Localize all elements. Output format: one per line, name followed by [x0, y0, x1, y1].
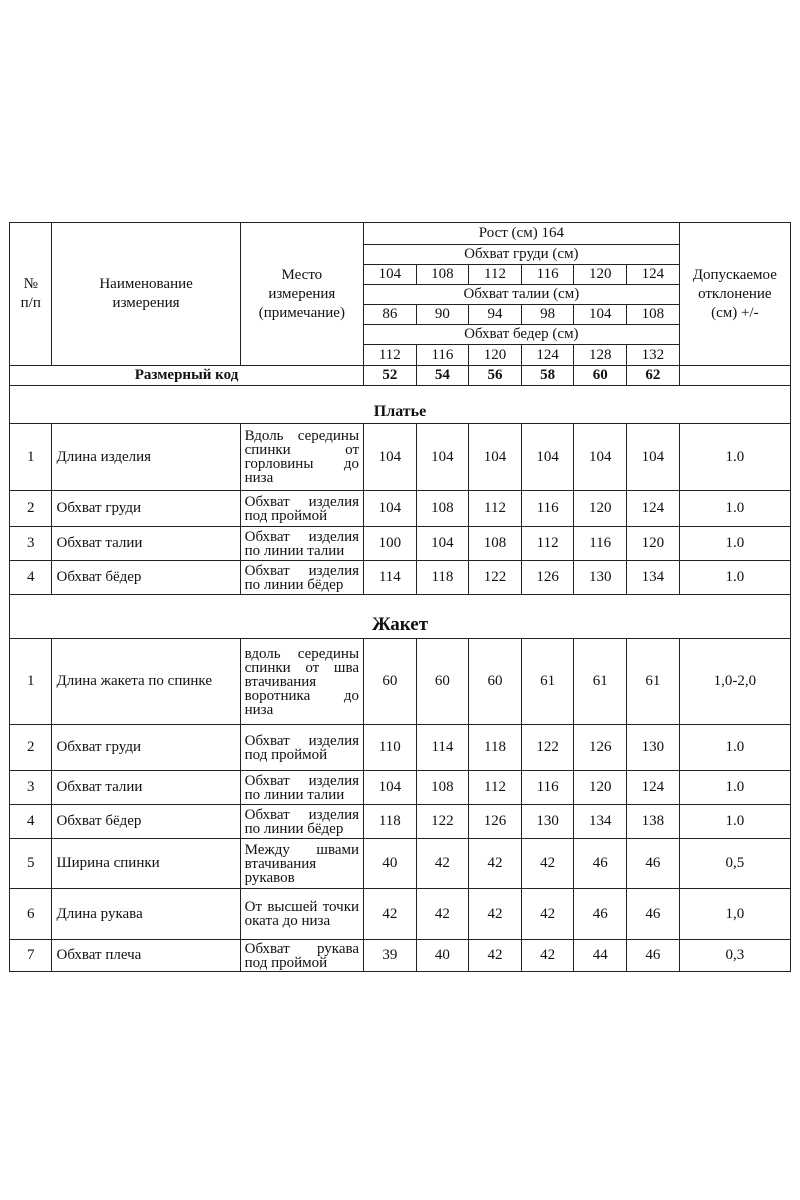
- measurement-name: Длина жакета по спинке: [52, 639, 240, 725]
- hips-value: 128: [574, 345, 627, 366]
- chest-label: Обхват груди (см): [364, 245, 680, 265]
- measurement-value: 42: [469, 839, 522, 889]
- measurement-value: 134: [627, 561, 680, 595]
- chest-value: 104: [364, 265, 417, 285]
- measurement-value: 116: [574, 527, 627, 561]
- measurement-value: 120: [627, 527, 680, 561]
- measurement-name: Ширина спинки: [52, 839, 240, 889]
- waist-value: 86: [364, 305, 417, 325]
- chest-value: 120: [574, 265, 627, 285]
- table-row: [10, 889, 791, 940]
- measurement-value: 114: [416, 725, 469, 771]
- row-number: 6: [10, 889, 52, 940]
- measurement-value: 120: [574, 771, 627, 805]
- measurement-value: 42: [364, 889, 417, 940]
- hips-value: 120: [469, 345, 522, 366]
- size-code-label: Размерный код: [10, 366, 364, 386]
- measurement-value: 124: [627, 771, 680, 805]
- measurement-value: 104: [521, 424, 574, 491]
- measurement-name: Обхват груди: [52, 491, 240, 527]
- size-code: 60: [574, 366, 627, 386]
- measurement-value: 126: [574, 725, 627, 771]
- tolerance-value: 1.0: [679, 805, 790, 839]
- section-title: Платье: [10, 386, 791, 424]
- measurement-value: 126: [521, 561, 574, 595]
- table-row: [10, 839, 791, 889]
- tolerance-value: 1,0-2,0: [679, 639, 790, 725]
- measurement-value: 116: [521, 491, 574, 527]
- tolerance-value: 1.0: [679, 527, 790, 561]
- measurement-value: 61: [521, 639, 574, 725]
- measurement-place: Обхват изделия по линии талии: [240, 771, 363, 805]
- tolerance-value: 1,0: [679, 889, 790, 940]
- measurement-value: 112: [469, 491, 522, 527]
- measurement-value: 104: [416, 424, 469, 491]
- header-row-height: [10, 223, 791, 245]
- hips-label: Обхват бедер (см): [364, 325, 680, 345]
- size-code-row: [10, 366, 791, 386]
- hips-value: 132: [627, 345, 680, 366]
- table-row: [10, 527, 791, 561]
- section-title: Жакет: [10, 595, 791, 639]
- measurement-value: 104: [469, 424, 522, 491]
- measurement-place: От высшей точки оката до низа: [240, 889, 363, 940]
- measurement-value: 42: [469, 940, 522, 972]
- measurement-value: 118: [364, 805, 417, 839]
- table-row: [10, 561, 791, 595]
- measurement-value: 118: [469, 725, 522, 771]
- measurement-value: 130: [627, 725, 680, 771]
- measurement-name: Обхват бёдер: [52, 805, 240, 839]
- chest-value: 116: [521, 265, 574, 285]
- hips-value: 116: [416, 345, 469, 366]
- measurement-value: 100: [364, 527, 417, 561]
- measurement-value: 44: [574, 940, 627, 972]
- table-row: [10, 491, 791, 527]
- size-code: 52: [364, 366, 417, 386]
- measurement-value: 60: [416, 639, 469, 725]
- measurement-value: 40: [364, 839, 417, 889]
- measurement-value: 42: [521, 889, 574, 940]
- size-code: 54: [416, 366, 469, 386]
- measurement-value: 116: [521, 771, 574, 805]
- measurement-value: 122: [416, 805, 469, 839]
- measurement-name: Обхват груди: [52, 725, 240, 771]
- waist-value: 90: [416, 305, 469, 325]
- size-code: 56: [469, 366, 522, 386]
- row-number: 1: [10, 424, 52, 491]
- measurement-place: Обхват рукава под проймой: [240, 940, 363, 972]
- measurement-value: 130: [574, 561, 627, 595]
- col-header-no: № п/п: [10, 223, 52, 366]
- measurement-place: Обхват изделия по линии бёдер: [240, 561, 363, 595]
- section-row: [10, 595, 791, 639]
- measurement-value: 126: [469, 805, 522, 839]
- measurement-value: 104: [364, 424, 417, 491]
- measurement-value: 124: [627, 491, 680, 527]
- tolerance-value: 1.0: [679, 491, 790, 527]
- chest-value: 112: [469, 265, 522, 285]
- tolerance-value: 1.0: [679, 561, 790, 595]
- row-number: 1: [10, 639, 52, 725]
- measurement-name: Обхват талии: [52, 771, 240, 805]
- measurement-value: 138: [627, 805, 680, 839]
- size-table: [9, 222, 791, 972]
- height-label: Рост (см) 164: [364, 223, 680, 245]
- measurement-value: 130: [521, 805, 574, 839]
- measurement-value: 104: [627, 424, 680, 491]
- table-row: [10, 424, 791, 491]
- col-header-tolerance: Допускаемое отклонение (см) +/-: [679, 223, 790, 366]
- measurement-name: Обхват талии: [52, 527, 240, 561]
- measurement-value: 46: [627, 940, 680, 972]
- size-code-empty: [679, 366, 790, 386]
- tolerance-value: 1.0: [679, 725, 790, 771]
- hips-value: 112: [364, 345, 417, 366]
- measurement-value: 42: [416, 889, 469, 940]
- measurement-value: 46: [627, 839, 680, 889]
- measurement-name: Длина изделия: [52, 424, 240, 491]
- measurement-value: 108: [416, 491, 469, 527]
- measurement-value: 46: [574, 889, 627, 940]
- measurement-name: Обхват бёдер: [52, 561, 240, 595]
- measurement-place: Вдоль середины спинки от горловины до низа: [240, 424, 363, 491]
- measurement-value: 122: [469, 561, 522, 595]
- tolerance-value: 0,5: [679, 839, 790, 889]
- size-code: 62: [627, 366, 680, 386]
- measurement-value: 60: [469, 639, 522, 725]
- measurement-name: Длина рукава: [52, 889, 240, 940]
- measurement-value: 118: [416, 561, 469, 595]
- table-row: [10, 771, 791, 805]
- waist-value: 94: [469, 305, 522, 325]
- row-number: 3: [10, 527, 52, 561]
- tolerance-value: 1.0: [679, 424, 790, 491]
- waist-value: 104: [574, 305, 627, 325]
- measurement-name: Обхват плеча: [52, 940, 240, 972]
- row-number: 7: [10, 940, 52, 972]
- measurement-place: Обхват изделия по линии талии: [240, 527, 363, 561]
- measurement-value: 104: [364, 491, 417, 527]
- row-number: 4: [10, 561, 52, 595]
- hips-value: 124: [521, 345, 574, 366]
- measurement-value: 114: [364, 561, 417, 595]
- measurement-place: Обхват изделия под проймой: [240, 725, 363, 771]
- chest-value: 108: [416, 265, 469, 285]
- measurement-value: 120: [574, 491, 627, 527]
- measurement-value: 42: [469, 889, 522, 940]
- table-row: [10, 639, 791, 725]
- waist-value: 98: [521, 305, 574, 325]
- measurement-value: 46: [627, 889, 680, 940]
- measurement-value: 61: [627, 639, 680, 725]
- size-code: 58: [521, 366, 574, 386]
- measurement-value: 110: [364, 725, 417, 771]
- row-number: 3: [10, 771, 52, 805]
- col-header-place: Место измерения (примечание): [240, 223, 363, 366]
- row-number: 4: [10, 805, 52, 839]
- measurement-value: 108: [416, 771, 469, 805]
- measurement-value: 104: [416, 527, 469, 561]
- section-row: [10, 386, 791, 424]
- chest-value: 124: [627, 265, 680, 285]
- measurement-value: 104: [364, 771, 417, 805]
- measurement-value: 112: [521, 527, 574, 561]
- table-row: [10, 725, 791, 771]
- measurement-value: 61: [574, 639, 627, 725]
- measurement-value: 42: [521, 940, 574, 972]
- waist-value: 108: [627, 305, 680, 325]
- measurement-value: 39: [364, 940, 417, 972]
- measurement-value: 108: [469, 527, 522, 561]
- measurement-value: 134: [574, 805, 627, 839]
- measurement-value: 42: [521, 839, 574, 889]
- col-header-name: Наименование измерения: [52, 223, 240, 366]
- tolerance-value: 1.0: [679, 771, 790, 805]
- measurement-place: Обхват изделия под проймой: [240, 491, 363, 527]
- table-row: [10, 805, 791, 839]
- row-number: 2: [10, 725, 52, 771]
- tolerance-value: 0,3: [679, 940, 790, 972]
- table-row: [10, 940, 791, 972]
- measurement-value: 46: [574, 839, 627, 889]
- measurement-value: 112: [469, 771, 522, 805]
- measurement-value: 60: [364, 639, 417, 725]
- waist-label: Обхват талии (см): [364, 285, 680, 305]
- measurement-value: 42: [416, 839, 469, 889]
- row-number: 5: [10, 839, 52, 889]
- measurement-value: 40: [416, 940, 469, 972]
- measurement-value: 104: [574, 424, 627, 491]
- measurement-value: 122: [521, 725, 574, 771]
- measurement-place: вдоль середины спинки от шва втачивания воротника до низа: [240, 639, 363, 725]
- row-number: 2: [10, 491, 52, 527]
- measurement-place: Обхват изделия по линии бёдер: [240, 805, 363, 839]
- measurement-place: Между швами втачивания рукавов: [240, 839, 363, 889]
